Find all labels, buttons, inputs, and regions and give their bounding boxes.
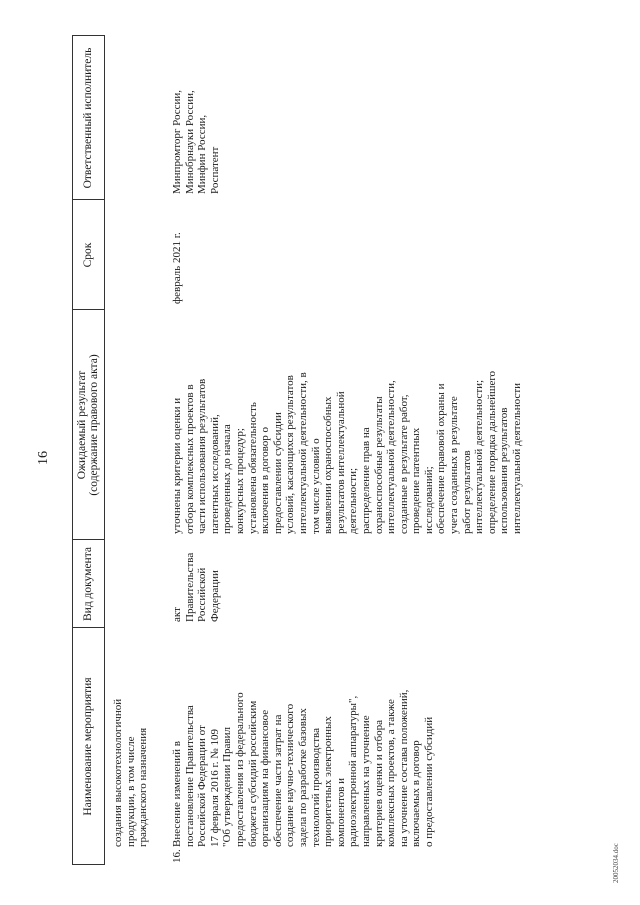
text-line: конкурсных процедур; — [233, 428, 246, 534]
text-line: предоставлении субсидии — [271, 412, 284, 534]
text-line: интеллектуальной деятельности — [511, 382, 524, 534]
text-line: выявлении охраноспособных — [322, 396, 335, 534]
text-line: интеллектуальной деятельности; — [473, 379, 486, 534]
text-line: акт — [171, 607, 183, 622]
text-line: Российской — [196, 567, 209, 622]
text-line: "Об утверждении Правил — [221, 727, 234, 847]
text-line: Роспатент — [208, 146, 221, 194]
header-divider — [104, 35, 105, 865]
text-line: исследований; — [422, 466, 435, 534]
text-line: установлена обязательность — [246, 402, 259, 534]
text-line: компонентов и — [334, 777, 347, 847]
text-line: учета созданных в результате — [448, 396, 461, 534]
text-line: обеспечение правовой охраны и — [435, 383, 448, 534]
text-line: Российской Федерации от — [196, 725, 209, 847]
text-line: распределение прав на — [359, 427, 372, 534]
text-line: Минфин России, — [196, 114, 209, 194]
text-line: направленных на уточнение — [359, 715, 372, 847]
text-line: результатов интеллектуальной — [334, 391, 347, 534]
continuation-name — [112, 699, 150, 847]
text-line: комплексных проектов, а также — [385, 699, 398, 847]
text-line: охраноспособные результаты — [372, 396, 385, 534]
text-line: технологий производства — [309, 728, 322, 847]
page-number: 16 — [36, 451, 51, 465]
text-line: включаемых в договор — [410, 740, 423, 847]
text-line: приоритетных электронных — [322, 716, 335, 847]
text-line: том числе условий о — [309, 438, 322, 534]
text-line: Внесение изменений в — [171, 741, 183, 847]
text-line: организациям на финансовое — [259, 709, 272, 847]
text-line: на уточнение состава положений, — [397, 689, 410, 847]
text-line: интеллектуальной деятельности, в — [296, 372, 309, 534]
text-line: деятельности; — [347, 467, 360, 534]
text-line: условий, касающихся результатов — [284, 375, 297, 534]
text-line: бюджета субсидий российским — [246, 700, 259, 847]
text-line: уточнены критерии оценки и — [171, 397, 183, 534]
measures-table — [72, 35, 592, 865]
text-line: обеспечение части затрат на — [271, 714, 284, 847]
text-line: гражданского назначения — [137, 727, 150, 847]
header-result-line1: Ожидаемый результат — [76, 370, 88, 480]
text-line: Федерации — [208, 570, 221, 622]
text-line: 17 февраля 2016 г. № 109 — [208, 729, 221, 847]
header-result — [72, 310, 104, 540]
file-name-footer: 20052034.doc — [612, 843, 620, 883]
text-line: продукции, в том числе — [124, 736, 137, 847]
text-line: проведение патентных — [410, 427, 423, 534]
text-line: созданные в результате работ, — [397, 394, 410, 534]
header-result-line2: (содержание правового акта) — [88, 354, 100, 496]
header-name: Наименование мероприятия — [82, 677, 94, 816]
text-line: использования результатов — [498, 407, 511, 534]
text-line: отбора комплексных проектов в — [183, 384, 196, 534]
text-line: создания высокотехнологичной — [112, 698, 124, 847]
text-line: Минпромторг России, — [171, 89, 183, 194]
row-executor — [171, 90, 221, 194]
text-line: задела по разработке базовых — [296, 708, 309, 847]
text-line: включения в договор о — [259, 427, 272, 534]
text-line: интеллектуальной деятельности, — [385, 380, 398, 534]
header-executor: Ответственный исполнитель — [82, 47, 94, 189]
text-line: постановление Правительства — [183, 705, 196, 847]
text-line: патентных исследований, — [208, 414, 221, 534]
header-term: Срок — [82, 242, 94, 268]
row-name — [171, 690, 435, 847]
text-line: определение порядка дальнейшего — [485, 370, 498, 534]
text-line: создание научно-технического — [284, 703, 297, 847]
text-line: Правительства — [183, 552, 196, 622]
row-doc-type — [171, 553, 221, 622]
row-number: 16. — [171, 849, 183, 863]
row-term: февраль 2021 г. — [171, 232, 183, 304]
row-result — [171, 371, 524, 534]
text-line: части использования результатов — [196, 378, 209, 534]
text-line: работ результатов — [460, 450, 473, 534]
text-line: проведенных до начала — [221, 424, 234, 534]
text-line: предоставления из федерального — [233, 692, 246, 847]
text-line: о предоставлении субсидий — [422, 716, 435, 847]
text-line: критериев оценки и отбора — [372, 719, 385, 847]
header-doc-type: Вид документа — [82, 547, 94, 621]
text-line: радиоэлектронной аппаратуры", — [347, 695, 360, 847]
text-line: Минобрнауки России, — [183, 90, 196, 194]
